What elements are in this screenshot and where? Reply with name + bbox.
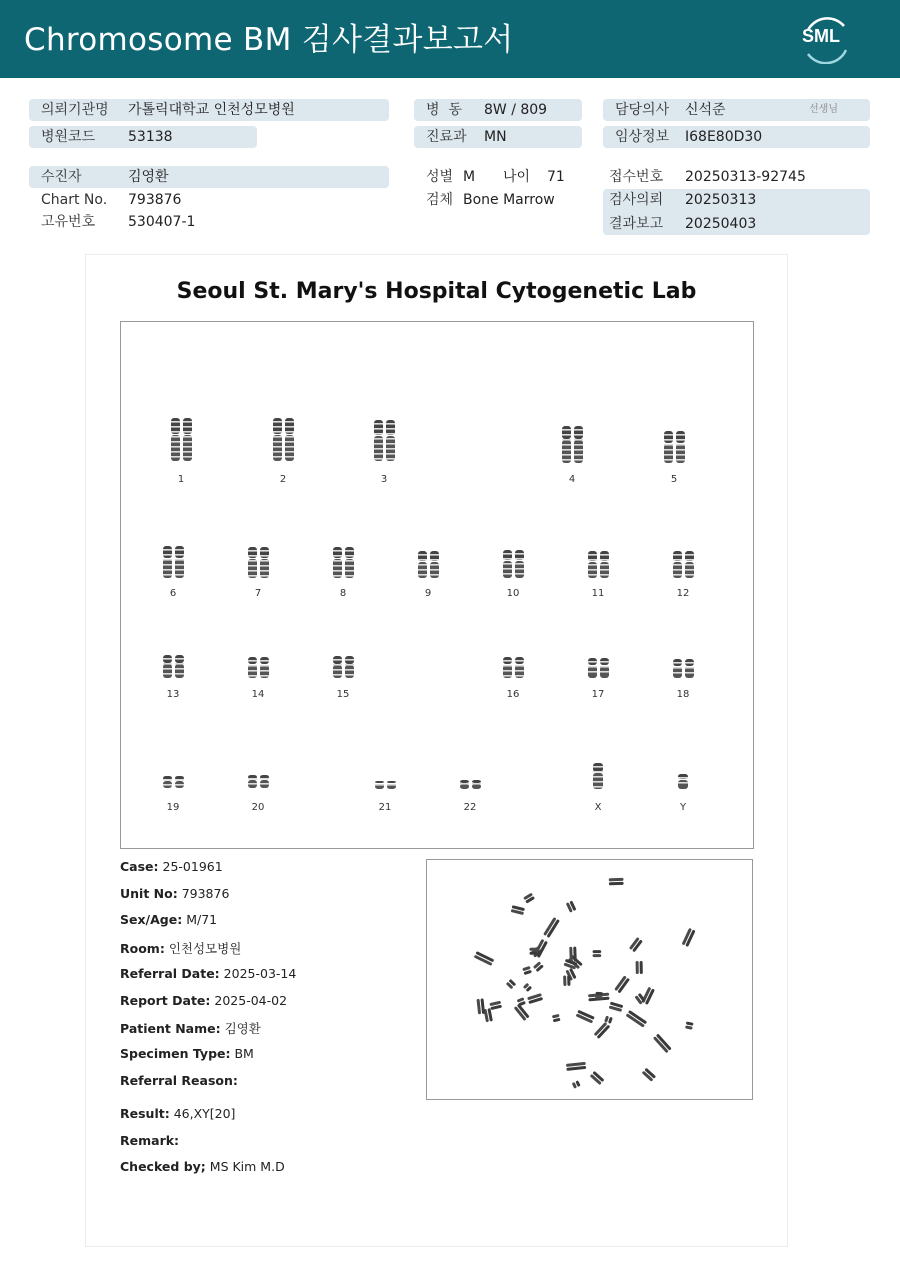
metaphase-chromosome (653, 1034, 672, 1054)
metaphase-chromosome (685, 1021, 694, 1029)
metaphase-chromosome (565, 968, 576, 981)
field-patient (29, 166, 389, 188)
chromosome-image (318, 655, 368, 680)
logo-text: SML (802, 26, 840, 46)
field-value: 530407-1 (128, 214, 196, 230)
chromosome-image (148, 654, 198, 680)
chromosome-image (156, 417, 206, 463)
chromosome-image (573, 550, 623, 580)
metaphase-chromosome (522, 966, 532, 975)
row-key: Case: (120, 859, 159, 874)
field-hospital-code (29, 126, 257, 148)
metaphase-chromosome (527, 993, 543, 1004)
field-value: 김영환 (128, 169, 169, 185)
field-label: 병 동 (426, 102, 462, 118)
chromosome-image (658, 773, 708, 791)
metaphase-chromosome (626, 1010, 648, 1028)
chromosome-pair-17 (573, 657, 623, 703)
field-department (414, 126, 582, 148)
metaphase-chromosome (563, 975, 570, 986)
chromosome-number: 21 (378, 802, 392, 813)
chromosome-number: 16 (506, 689, 520, 700)
chromosome-number: 13 (166, 689, 180, 700)
row-key: Result: (120, 1106, 170, 1121)
field-label: 성별 (426, 169, 454, 185)
chromosome-number: 1 (177, 474, 185, 485)
field-label: 진료과 (426, 129, 467, 145)
metaphase-chromosome (533, 961, 544, 972)
chromosome-pair-19 (148, 775, 198, 816)
chromosome-number: 20 (251, 802, 265, 813)
chromosome-image (658, 550, 708, 580)
metaphase-chromosome (543, 917, 560, 938)
chromosome-image (547, 425, 597, 465)
chromosome-pair-x (573, 762, 623, 816)
chromosome-image (148, 775, 198, 790)
field-specimen (414, 189, 582, 211)
field-clinical-info (603, 126, 870, 148)
chromosome-number: 5 (670, 474, 678, 485)
row-value: M/71 (186, 912, 218, 927)
report-title-heading: Chromosome BM 검사결과보고서 (24, 22, 514, 58)
case-row (120, 859, 223, 874)
metaphase-chromosome (477, 998, 486, 1014)
sml-logo (800, 14, 852, 64)
field-label: 접수번호 (609, 169, 664, 185)
chromosome-pair-12 (658, 550, 708, 602)
row-value: 인천성모병원 (168, 941, 242, 956)
row-key: Sex/Age: (120, 912, 183, 927)
sex-age-row (120, 912, 217, 927)
karyotype-report (85, 254, 788, 1247)
doctor-suffix: 선생님 (809, 104, 838, 115)
chromosome-number: 9 (424, 588, 432, 599)
chromosome-image (403, 550, 453, 580)
field-value: 20250313 (685, 192, 757, 208)
field-requesting-institution (29, 99, 389, 121)
metaphase-chromosome (523, 893, 535, 904)
chromosome-image (573, 657, 623, 680)
chromosome-pair-1 (156, 417, 206, 488)
chromosome-image (233, 546, 283, 580)
remark-row (120, 1133, 179, 1148)
chromosome-number: 11 (591, 588, 605, 599)
row-value: BM (234, 1046, 254, 1061)
field-value: 793876 (128, 192, 182, 208)
field-value: I68E80D30 (685, 129, 763, 145)
chromosome-pair-20 (233, 774, 283, 816)
chromosome-pair-16 (488, 656, 538, 703)
field-label: 수진자 (41, 169, 82, 185)
report-date-row (120, 993, 287, 1008)
field-label: 의뢰기관명 (41, 102, 109, 118)
field-ward (414, 99, 582, 121)
chromosome-pair-8 (318, 546, 368, 602)
field-label: 담당의사 (615, 102, 670, 118)
chromosome-number: 14 (251, 689, 265, 700)
karyogram (120, 321, 754, 849)
field-sex-age (414, 166, 582, 188)
chromosome-pair-11 (573, 550, 623, 602)
chromosome-image (658, 658, 708, 680)
field-value: 20250313-92745 (685, 169, 806, 185)
row-value: 2025-04-02 (214, 993, 288, 1008)
metaphase-chromosome (489, 1001, 502, 1010)
chromosome-number: 19 (166, 802, 180, 813)
metaphase-chromosome (569, 947, 577, 962)
chromosome-image (148, 545, 198, 580)
chromosome-number: 4 (568, 474, 576, 485)
row-key: Checked by; (120, 1159, 206, 1174)
chromosome-number: 15 (336, 689, 350, 700)
metaphase-chromosome (572, 1080, 581, 1088)
row-value: 793876 (181, 886, 230, 901)
metaphase-chromosome (629, 937, 643, 952)
row-key: Unit No: (120, 886, 178, 901)
row-value: 2025-03-14 (223, 966, 297, 981)
field-unique-no (29, 211, 389, 233)
metaphase-chromosome (594, 1022, 611, 1039)
referral-reason-row (120, 1073, 238, 1088)
chromosome-pair-2 (258, 417, 308, 488)
metaphase-chromosome (609, 1002, 624, 1012)
metaphase-chromosome (590, 1071, 605, 1085)
metaphase-chromosome (593, 950, 602, 957)
chromosome-image (488, 549, 538, 580)
field-label: 결과보고 (609, 216, 664, 232)
field-value: 8W / 809 (484, 102, 548, 118)
chromosome-number: 8 (339, 588, 347, 599)
metaphase-chromosome (609, 878, 624, 886)
chromosome-image (258, 417, 308, 463)
chromosome-pair-10 (488, 549, 538, 602)
row-key: Specimen Type: (120, 1046, 231, 1061)
field-value: MN (484, 129, 507, 145)
chromosome-pair-15 (318, 655, 368, 703)
field-chart-no (29, 189, 389, 211)
result-row (120, 1106, 235, 1121)
chromosome-image (359, 419, 409, 463)
patient-name-row (120, 1019, 261, 1037)
metaphase-image (426, 859, 753, 1100)
age-label: 나이 (503, 169, 531, 185)
room-row (120, 939, 241, 957)
row-key: Patient Name: (120, 1021, 221, 1036)
metaphase-chromosome (514, 1004, 530, 1021)
field-doctor (603, 99, 870, 121)
metaphase-chromosome (552, 1014, 561, 1022)
chromosome-number: 7 (254, 588, 262, 599)
chromosome-pair-21 (360, 780, 410, 816)
metaphase-chromosome (566, 900, 577, 912)
metaphase-spread (427, 860, 752, 1099)
chromosome-pair-9 (403, 550, 453, 602)
field-label: Chart No. (41, 192, 108, 208)
field-label: 임상정보 (615, 129, 670, 145)
metaphase-chromosome (641, 987, 655, 1005)
chromosome-number: 10 (506, 588, 520, 599)
chromosome-number: 2 (279, 474, 287, 485)
referral-date-row (120, 966, 296, 981)
chromosome-number: Y (679, 802, 687, 813)
row-key: Referral Reason: (120, 1073, 238, 1088)
row-value: MS Kim M.D (209, 1159, 285, 1174)
chromosome-image (488, 656, 538, 680)
row-value: 46,XY[20] (173, 1106, 236, 1121)
metaphase-chromosome (506, 979, 517, 989)
field-value: 53138 (128, 129, 173, 145)
row-key: Referral Date: (120, 966, 220, 981)
metaphase-chromosome (642, 1068, 656, 1082)
unit-no-row (120, 886, 229, 901)
chromosome-image (318, 546, 368, 580)
chromosome-number: 17 (591, 689, 605, 700)
report-header (0, 0, 900, 78)
field-label: 검체 (426, 192, 454, 208)
row-value: 김영환 (224, 1021, 261, 1036)
chromosome-number: 18 (676, 689, 690, 700)
checked-by-row (120, 1159, 285, 1174)
chromosome-number: 12 (676, 588, 690, 599)
chromosome-number: 6 (169, 588, 177, 599)
age-value: 71 (547, 169, 565, 185)
chromosome-pair-3 (359, 419, 409, 488)
metaphase-chromosome (511, 905, 525, 915)
metaphase-chromosome (474, 951, 495, 966)
chromosome-pair-22 (445, 779, 495, 816)
field-receipt-no (603, 166, 870, 188)
field-label: 고유번호 (41, 214, 96, 230)
chromosome-pair-5 (649, 430, 699, 488)
chromosome-number: X (594, 802, 602, 813)
chromosome-pair-y (658, 773, 708, 816)
metaphase-chromosome (614, 975, 630, 993)
row-key: Report Date: (120, 993, 211, 1008)
field-value: 가톨릭대학교 인천성모병원 (128, 102, 295, 118)
chromosome-image (233, 656, 283, 680)
field-value: 신석준 (685, 102, 726, 118)
chromosome-pair-13 (148, 654, 198, 703)
lab-title: Seoul St. Mary's Hospital Cytogenetic Lab (176, 279, 697, 304)
chromosome-pair-18 (658, 658, 708, 703)
field-dates-group (603, 189, 870, 235)
metaphase-chromosome (576, 1010, 595, 1024)
chromosome-pair-6 (148, 545, 198, 602)
chromosome-pair-4 (547, 425, 597, 488)
field-label: 병원코드 (41, 129, 96, 145)
specimen-type-row (120, 1046, 254, 1061)
metaphase-chromosome (682, 928, 696, 947)
metaphase-chromosome (634, 993, 645, 1005)
chromosome-image (649, 430, 699, 465)
row-key: Remark: (120, 1133, 180, 1148)
row-value: 25-01961 (162, 859, 223, 874)
chromosome-number: 22 (463, 802, 477, 813)
metaphase-chromosome (636, 961, 643, 974)
chromosome-number: 3 (380, 474, 388, 485)
field-value: 20250403 (685, 216, 757, 232)
chromosome-image (445, 779, 495, 791)
field-label: 검사의뢰 (609, 192, 664, 208)
field-value: Bone Marrow (463, 192, 555, 208)
row-key: Room: (120, 941, 165, 956)
chromosome-image (233, 774, 283, 790)
field-value: M (463, 169, 476, 185)
chromosome-pair-14 (233, 656, 283, 703)
chromosome-image (573, 762, 623, 791)
metaphase-chromosome (523, 983, 532, 992)
metaphase-chromosome (484, 1008, 493, 1022)
metaphase-chromosome (566, 1062, 586, 1071)
chromosome-pair-7 (233, 546, 283, 602)
chromosome-image (360, 780, 410, 791)
